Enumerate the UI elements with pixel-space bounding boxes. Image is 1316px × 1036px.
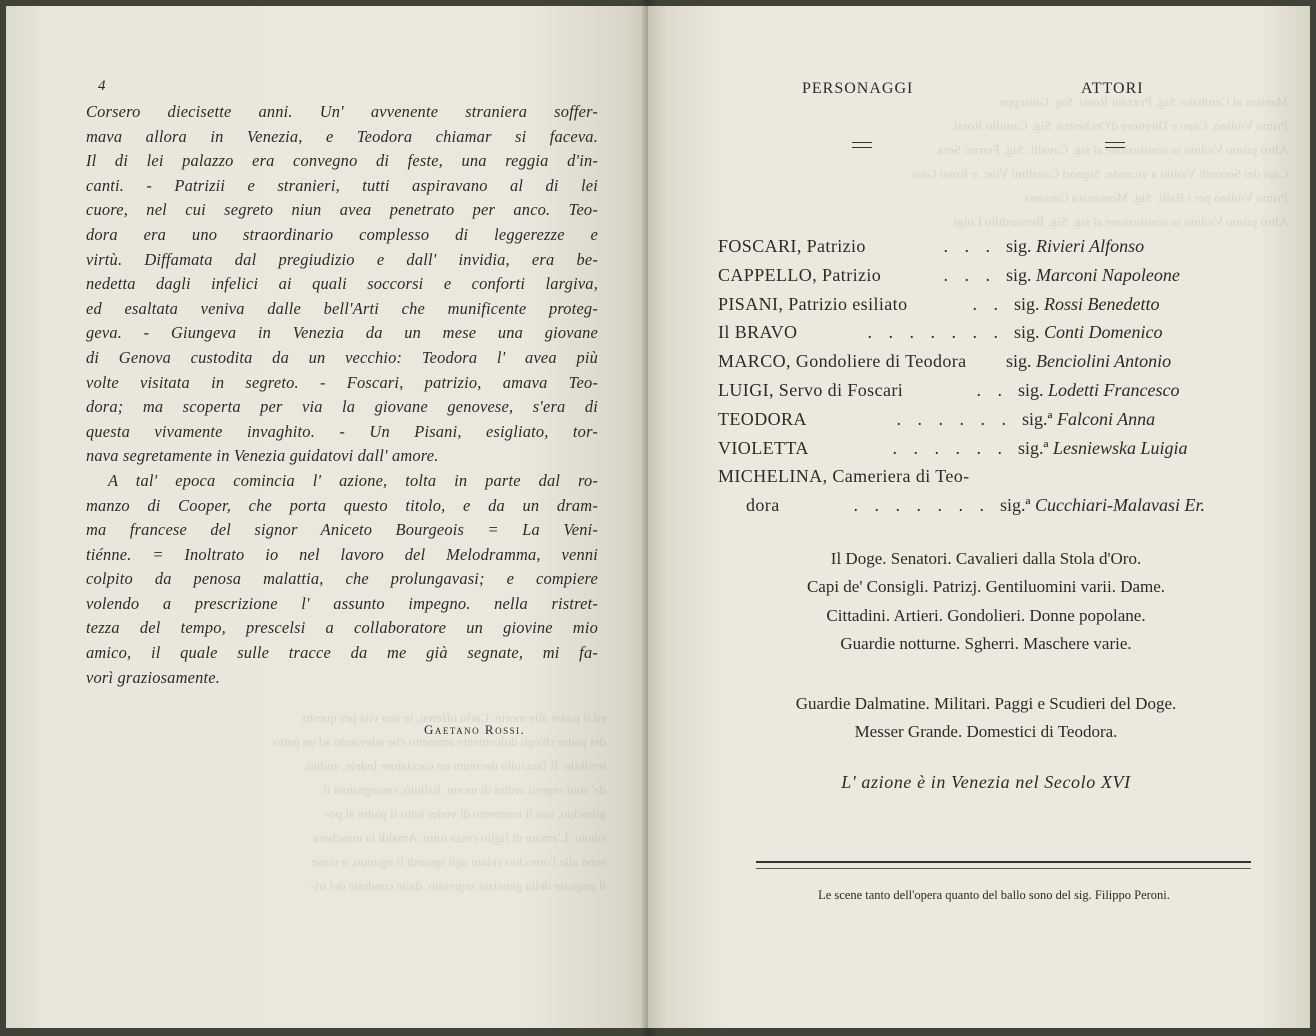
actor-entry bbox=[1000, 495, 1205, 516]
actor-entry bbox=[1018, 380, 1180, 401]
bleed-through-text: ed il padre alle morte. Carlo offeren, le suo vita per questo del padre ch'egli dulcemente ammetto che adevando ad un patto terribile. Il fanciullo decreum un cacciatore fedele, andito, de' suoi segreti ordini di morte. Rifiutò, rassegnatosi il ginochio, suo il momento di veder tutto il padre al po- ribolo. L'amore di figlio cessa tutto. Amaldi la maschera sono alle l'orecchio celato agli sguardi il ogunuo, e cinse il pugnale della giustizia segretaio, dalle condotte del tri- bbox=[273, 710, 606, 893]
preface-line: volte visitata in segreto. - Foscari, patrizio, amava Teo- bbox=[86, 372, 598, 392]
preface-line: Corsero diecisette anni. Un' avvenente straniera soffer- bbox=[86, 102, 598, 121]
double-rule-ornament bbox=[852, 142, 872, 148]
actor-title: sig. bbox=[1014, 322, 1040, 343]
actor-title: sig.ª bbox=[1018, 437, 1049, 458]
actor-entry bbox=[1006, 236, 1144, 257]
page-number: 4 bbox=[98, 78, 106, 94]
bleed-through-text: Maestro al Cembalo: Sig. Pezzani Rossi. Sig. Giuseppe Primo Violino, Capo e Direttore d'Orchestra: Sig. Camillo Rossi Altro primo Violino in sostituzione al sig. Cavalli: Sig. Ferrari Sera Capi dei Secondi Violini a vicenda: Signori Cavallini Vinc. e Rossi Gius. Primo Violino per i Balli: Sig. Montanara Gaetano Altro primo Violino in sostituzione al sig. Sig. Bernardillo Luigi bbox=[908, 94, 1288, 229]
actor-entry bbox=[1022, 409, 1155, 430]
leader-dots: . . bbox=[972, 293, 1004, 314]
preface-line: ed esaltata veniva dalle bell'Arti che munificente proteg- bbox=[86, 298, 598, 318]
double-rule-ornament bbox=[1105, 142, 1125, 148]
actor-name: Lesniewska Luigia bbox=[1052, 437, 1188, 458]
preface-line: di Genova custodita da un vecchio: Teodora l' avea più bbox=[86, 347, 598, 367]
preface-line: cuore, nel cui segreto niun avea penetrato per anco. Teo- bbox=[86, 200, 598, 220]
actor-title: sig. bbox=[1006, 236, 1032, 256]
preface-line: nedetta dagli infelici ai quali soccorsi e conforti largiva, bbox=[86, 274, 598, 294]
author-signature: Gaetano Rossi. bbox=[424, 722, 526, 737]
leader-dots: . . . bbox=[943, 236, 996, 256]
preface-line: canti. - Patrizii e stranieri, tutti aspiravano al di lei bbox=[86, 175, 598, 195]
actor-title: sig. bbox=[1014, 293, 1040, 314]
character-name: Il BRAVO bbox=[718, 322, 798, 343]
chorus-line: Capi de' Consigli. Patrizj. Gentiluomini varii. Dame. bbox=[806, 577, 1166, 597]
actor-title: sig. bbox=[1006, 351, 1032, 372]
preface-line: volendo a prescrizione l' assunto impegno. nella ristret- bbox=[86, 593, 598, 613]
preface-paragraph-1 bbox=[86, 100, 598, 469]
extras-line: Messer Grande. Domestici di Teodora. bbox=[854, 722, 1118, 742]
character-name: FOSCARI, Patrizio bbox=[718, 236, 866, 256]
preface-line: virtù. Diffamata dal pregiudizio e dall' invidia, era be- bbox=[86, 249, 598, 269]
preface-line: amico, il quale sulle tracce da me già segnate, mi fa- bbox=[86, 643, 598, 663]
preface-line: colpito da penosa malattia, che prolungavasi; e compiere bbox=[86, 569, 598, 589]
cast-row bbox=[718, 294, 1278, 323]
character-name: VIOLETTA bbox=[718, 437, 809, 458]
characters-header: PERSONAGGI bbox=[802, 80, 914, 97]
cast-row bbox=[718, 380, 1278, 409]
actor-name: Marconi Napoleone bbox=[1036, 264, 1180, 285]
actor-title: sig.ª bbox=[1000, 495, 1031, 516]
character-name: PISANI, Patrizio esiliato bbox=[718, 293, 908, 314]
chorus-line: Il Doge. Senatori. Cavalieri dalla Stola d'Oro. bbox=[830, 549, 1142, 568]
preface-line: geva. - Giungeva in Venezia da un mese una giovane bbox=[86, 323, 598, 343]
preface-line: nava segretamente in Venezia guidatovi dall' amore. bbox=[86, 446, 439, 466]
cast-row bbox=[718, 322, 1278, 351]
chorus-line: Guardie notturne. Sgherri. Maschere varie. bbox=[840, 634, 1132, 654]
actor-name: Conti Domenico bbox=[1044, 322, 1163, 343]
cast-row bbox=[718, 495, 1278, 524]
character-name: CAPPELLO, Patrizio bbox=[718, 264, 882, 285]
actor-entry bbox=[1014, 294, 1160, 315]
actor-name: Benciolini Antonio bbox=[1036, 351, 1172, 372]
preface-line: ma francese del signor Aniceto Bourgeois = La Veni- bbox=[86, 520, 598, 540]
leader-dots: . . bbox=[976, 379, 1008, 400]
preface-line: dora; ma scoperta per via la giovane genovese, s'era di bbox=[86, 397, 598, 417]
preface-line: questa vivamente invaghito. - Un Pisani, esigliato, tor- bbox=[86, 421, 598, 441]
actor-name: Lodetti Francesco bbox=[1048, 379, 1180, 400]
cast-row bbox=[718, 265, 1278, 294]
chorus-list bbox=[716, 545, 1256, 659]
extras-line: Guardie Dalmatine. Militari. Paggi e Scudieri del Doge. bbox=[795, 694, 1177, 713]
chorus-line: Cittadini. Artieri. Gondolieri. Donne popolane. bbox=[826, 605, 1146, 625]
preface-line: manzo di Cooper, che porta questo titolo, e da un dram- bbox=[86, 495, 598, 515]
actor-entry bbox=[1014, 322, 1163, 343]
cast-list bbox=[718, 236, 1278, 524]
cast-row bbox=[718, 236, 1278, 265]
character-name: TEODORA bbox=[718, 408, 807, 429]
cast-row bbox=[718, 409, 1278, 438]
character-name: MICHELINA, Cameriera di Teo- bbox=[718, 466, 970, 487]
preface-line: dora era uno straordinario complesso di leggerezze e bbox=[86, 224, 598, 244]
preface-line: vorì graziosamente. bbox=[86, 667, 221, 687]
divider-rule bbox=[756, 868, 1251, 869]
actor-title: sig.ª bbox=[1022, 408, 1053, 429]
actor-name: Rossi Benedetto bbox=[1044, 293, 1160, 314]
divider-rule bbox=[756, 861, 1251, 863]
character-name: dora bbox=[746, 495, 780, 516]
preface-line: tiénne. = Inoltrato io nel lavoro del Melodramma, venni bbox=[86, 544, 598, 564]
actor-name: Cucchiari-Malavasi Er. bbox=[1034, 495, 1205, 516]
actor-title: sig. bbox=[1006, 264, 1032, 285]
cast-row bbox=[718, 351, 1278, 380]
preface-text bbox=[86, 100, 598, 690]
actor-entry bbox=[1018, 438, 1188, 459]
extras-list bbox=[716, 690, 1256, 747]
preface-line: tezza del tempo, prescelsi a collaboratore un giovine mio bbox=[86, 618, 598, 638]
actor-name: Falconi Anna bbox=[1056, 408, 1156, 429]
preface-line: Il di lei palazzo era convegno di feste, una reggia d'in- bbox=[86, 151, 598, 171]
actor-name: Rivieri Alfonso bbox=[1036, 236, 1145, 256]
leader-dots: . . . bbox=[943, 264, 996, 285]
leader-dots: . . . . . . . bbox=[853, 495, 990, 516]
actors-header: ATTORI bbox=[1081, 80, 1144, 97]
actor-entry bbox=[1006, 265, 1180, 286]
leader-dots: . . . . . . bbox=[896, 408, 1012, 429]
preface-line: A tal' epoca comincia l' azione, tolta in parte dal ro- bbox=[108, 470, 598, 490]
cast-row bbox=[718, 466, 1278, 495]
setting-line: L' azione è in Venezia nel Secolo XVI bbox=[841, 772, 1131, 792]
scenery-footnote: Le scene tanto dell'opera quanto del ballo sono del sig. Filippo Peroni. bbox=[818, 888, 1170, 902]
character-name: MARCO, Gondoliere di Teodora bbox=[718, 351, 967, 372]
preface-paragraph-2 bbox=[86, 469, 598, 690]
cast-row bbox=[718, 438, 1278, 467]
leader-dots: . . . . . . bbox=[892, 437, 1008, 458]
actor-title: sig. bbox=[1018, 379, 1044, 400]
preface-line: mava allora in Venezia, e Teodora chiamar si faceva. bbox=[86, 126, 598, 146]
leader-dots: . . . . . . . bbox=[867, 322, 1004, 343]
actor-entry bbox=[1006, 351, 1171, 372]
character-name: LUIGI, Servo di Foscari bbox=[718, 379, 904, 400]
